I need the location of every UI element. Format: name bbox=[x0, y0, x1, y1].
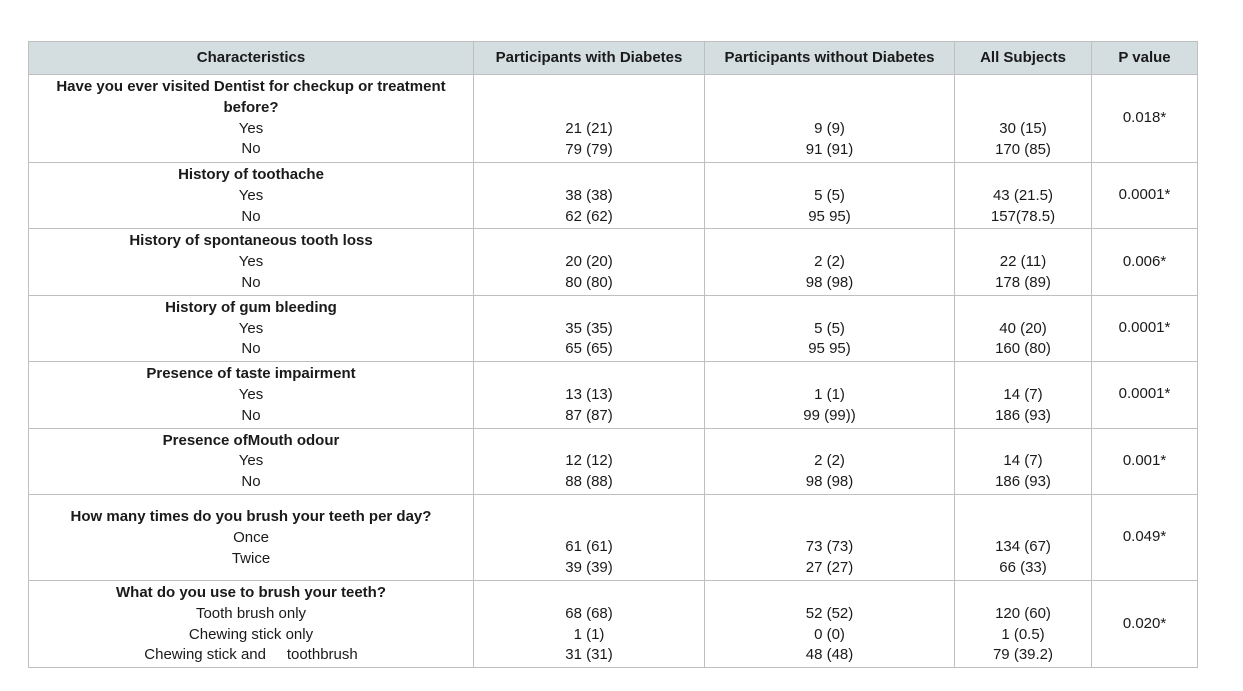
option-label: No bbox=[241, 473, 261, 491]
value: 186 (93) bbox=[995, 473, 1051, 491]
value: 87 (87) bbox=[565, 406, 613, 424]
value: 79 (79) bbox=[565, 141, 613, 159]
value: 38 (38) bbox=[565, 186, 613, 204]
question-text: History of gum bleeding bbox=[165, 298, 337, 316]
value: 9 (9) bbox=[814, 120, 845, 138]
characteristic-cell bbox=[29, 295, 474, 361]
value: 80 (80) bbox=[565, 273, 613, 291]
value: 98 (98) bbox=[805, 273, 854, 291]
all-subjects-cell bbox=[955, 163, 1092, 229]
p-value-cell: 0.0001* bbox=[1092, 295, 1198, 361]
value: 157(78.5) bbox=[990, 207, 1056, 225]
characteristic-cell bbox=[29, 229, 474, 295]
table-row bbox=[29, 362, 1198, 428]
with-diabetes-cell bbox=[474, 75, 705, 163]
with-diabetes-cell bbox=[474, 295, 705, 361]
value: 0 (0) bbox=[814, 625, 845, 643]
value: 91 (91) bbox=[805, 141, 854, 159]
option-label: Yes bbox=[238, 385, 264, 403]
value: 134 (67) bbox=[995, 538, 1051, 556]
p-value-cell: 0.0001* bbox=[1092, 163, 1198, 229]
value: 2 (2) bbox=[814, 452, 845, 470]
all-subjects-cell bbox=[955, 580, 1092, 667]
value: 27 (27) bbox=[805, 559, 854, 577]
with-diabetes-cell bbox=[474, 362, 705, 428]
question-text: What do you use to brush your teeth? bbox=[116, 583, 386, 601]
table-row bbox=[29, 163, 1198, 229]
value: 68 (68) bbox=[565, 604, 613, 622]
with-diabetes-cell bbox=[474, 428, 705, 494]
option-label: Once bbox=[233, 528, 269, 546]
option-label: Yes bbox=[238, 253, 264, 271]
table-row bbox=[29, 295, 1198, 361]
value: 52 (52) bbox=[805, 604, 854, 622]
without-diabetes-cell bbox=[705, 229, 955, 295]
value: 95 95) bbox=[808, 340, 851, 358]
header-p-value: P value bbox=[1092, 42, 1198, 75]
all-subjects-cell bbox=[955, 362, 1092, 428]
header-without-diabetes: Participants without Diabetes bbox=[705, 42, 955, 75]
value: 178 (89) bbox=[995, 273, 1051, 291]
option-label: Yes bbox=[238, 186, 264, 204]
table-row bbox=[29, 580, 1198, 667]
without-diabetes-cell bbox=[705, 362, 955, 428]
value: 39 (39) bbox=[565, 559, 613, 577]
all-subjects-cell bbox=[955, 295, 1092, 361]
header-characteristics: Characteristics bbox=[29, 42, 474, 75]
value: 43 (21.5) bbox=[992, 186, 1054, 204]
with-diabetes-cell bbox=[474, 580, 705, 667]
characteristic-cell bbox=[29, 494, 474, 580]
value: 2 (2) bbox=[814, 253, 845, 271]
value: 35 (35) bbox=[565, 319, 613, 337]
characteristic-cell bbox=[29, 75, 474, 163]
value: 14 (7) bbox=[1003, 385, 1043, 403]
header-all-subjects: All Subjects bbox=[955, 42, 1092, 75]
option-label: Tooth brush only bbox=[195, 604, 307, 622]
value: 5 (5) bbox=[814, 186, 845, 204]
value: 160 (80) bbox=[995, 340, 1051, 358]
all-subjects-cell bbox=[955, 428, 1092, 494]
characteristic-cell bbox=[29, 580, 474, 667]
value: 1 (0.5) bbox=[1001, 625, 1045, 643]
all-subjects-cell bbox=[955, 75, 1092, 163]
question-text: Presence of taste impairment bbox=[146, 365, 356, 383]
value: 65 (65) bbox=[565, 340, 613, 358]
all-subjects-cell bbox=[955, 229, 1092, 295]
characteristic-cell bbox=[29, 428, 474, 494]
option-label: Yes bbox=[238, 119, 264, 137]
value: 61 (61) bbox=[565, 538, 613, 556]
value: 98 (98) bbox=[805, 473, 854, 491]
characteristic-cell bbox=[29, 163, 474, 229]
table-row bbox=[29, 494, 1198, 580]
without-diabetes-cell bbox=[705, 580, 955, 667]
value: 31 (31) bbox=[565, 646, 613, 664]
value: 120 (60) bbox=[995, 604, 1051, 622]
p-value-cell: 0.006* bbox=[1092, 229, 1198, 295]
value: 5 (5) bbox=[814, 319, 845, 337]
all-subjects-cell bbox=[955, 494, 1092, 580]
value: 62 (62) bbox=[565, 207, 613, 225]
header-row bbox=[29, 42, 1198, 75]
p-value-cell: 0.001* bbox=[1092, 428, 1198, 494]
table-row bbox=[29, 75, 1198, 163]
characteristics-table bbox=[28, 41, 1198, 668]
option-label: Twice bbox=[231, 549, 271, 567]
value: 14 (7) bbox=[1003, 452, 1043, 470]
without-diabetes-cell bbox=[705, 295, 955, 361]
option-label: Yes bbox=[238, 319, 264, 337]
question-text: History of spontaneous tooth loss bbox=[129, 232, 373, 250]
option-label: No bbox=[241, 207, 261, 225]
question-text: Have you ever visited Dentist for checkup or treatment before? bbox=[56, 78, 446, 116]
value: 66 (33) bbox=[999, 559, 1047, 577]
p-value-cell: 0.020* bbox=[1092, 580, 1198, 667]
value: 186 (93) bbox=[995, 406, 1051, 424]
table-row bbox=[29, 428, 1198, 494]
option-label: Chewing stick and toothbrush bbox=[144, 646, 358, 664]
option-label: No bbox=[241, 273, 261, 291]
value: 88 (88) bbox=[565, 473, 613, 491]
value: 170 (85) bbox=[995, 141, 1051, 159]
table-row bbox=[29, 229, 1198, 295]
without-diabetes-cell bbox=[705, 75, 955, 163]
value: 79 (39.2) bbox=[992, 646, 1054, 664]
value: 20 (20) bbox=[565, 253, 613, 271]
value: 73 (73) bbox=[805, 538, 854, 556]
option-label: No bbox=[241, 140, 261, 158]
with-diabetes-cell bbox=[474, 163, 705, 229]
value: 1 (1) bbox=[573, 625, 605, 643]
value: 21 (21) bbox=[565, 120, 613, 138]
p-value-cell: 0.0001* bbox=[1092, 362, 1198, 428]
p-value-cell: 0.049* bbox=[1092, 494, 1198, 580]
option-label: Chewing stick only bbox=[188, 625, 314, 643]
without-diabetes-cell bbox=[705, 163, 955, 229]
question-text: How many times do you brush your teeth per day? bbox=[70, 507, 432, 525]
value: 13 (13) bbox=[565, 385, 613, 403]
value: 22 (11) bbox=[999, 253, 1047, 271]
header-with-diabetes: Participants with Diabetes bbox=[474, 42, 705, 75]
characteristic-cell bbox=[29, 362, 474, 428]
option-label: No bbox=[241, 340, 261, 358]
without-diabetes-cell bbox=[705, 428, 955, 494]
question-text: History of toothache bbox=[178, 166, 324, 183]
value: 12 (12) bbox=[565, 452, 613, 470]
without-diabetes-cell bbox=[705, 494, 955, 580]
p-value-cell: 0.018* bbox=[1092, 75, 1198, 163]
value: 1 (1) bbox=[814, 385, 845, 403]
option-label: No bbox=[241, 406, 261, 424]
value: 30 (15) bbox=[999, 120, 1047, 138]
value: 99 (99)) bbox=[803, 406, 856, 424]
option-label: Yes bbox=[238, 452, 264, 470]
value: 95 95) bbox=[808, 207, 851, 225]
value: 48 (48) bbox=[805, 646, 854, 664]
value: 40 (20) bbox=[999, 319, 1047, 337]
with-diabetes-cell bbox=[474, 229, 705, 295]
question-text: Presence ofMouth odour bbox=[162, 431, 340, 449]
with-diabetes-cell bbox=[474, 494, 705, 580]
